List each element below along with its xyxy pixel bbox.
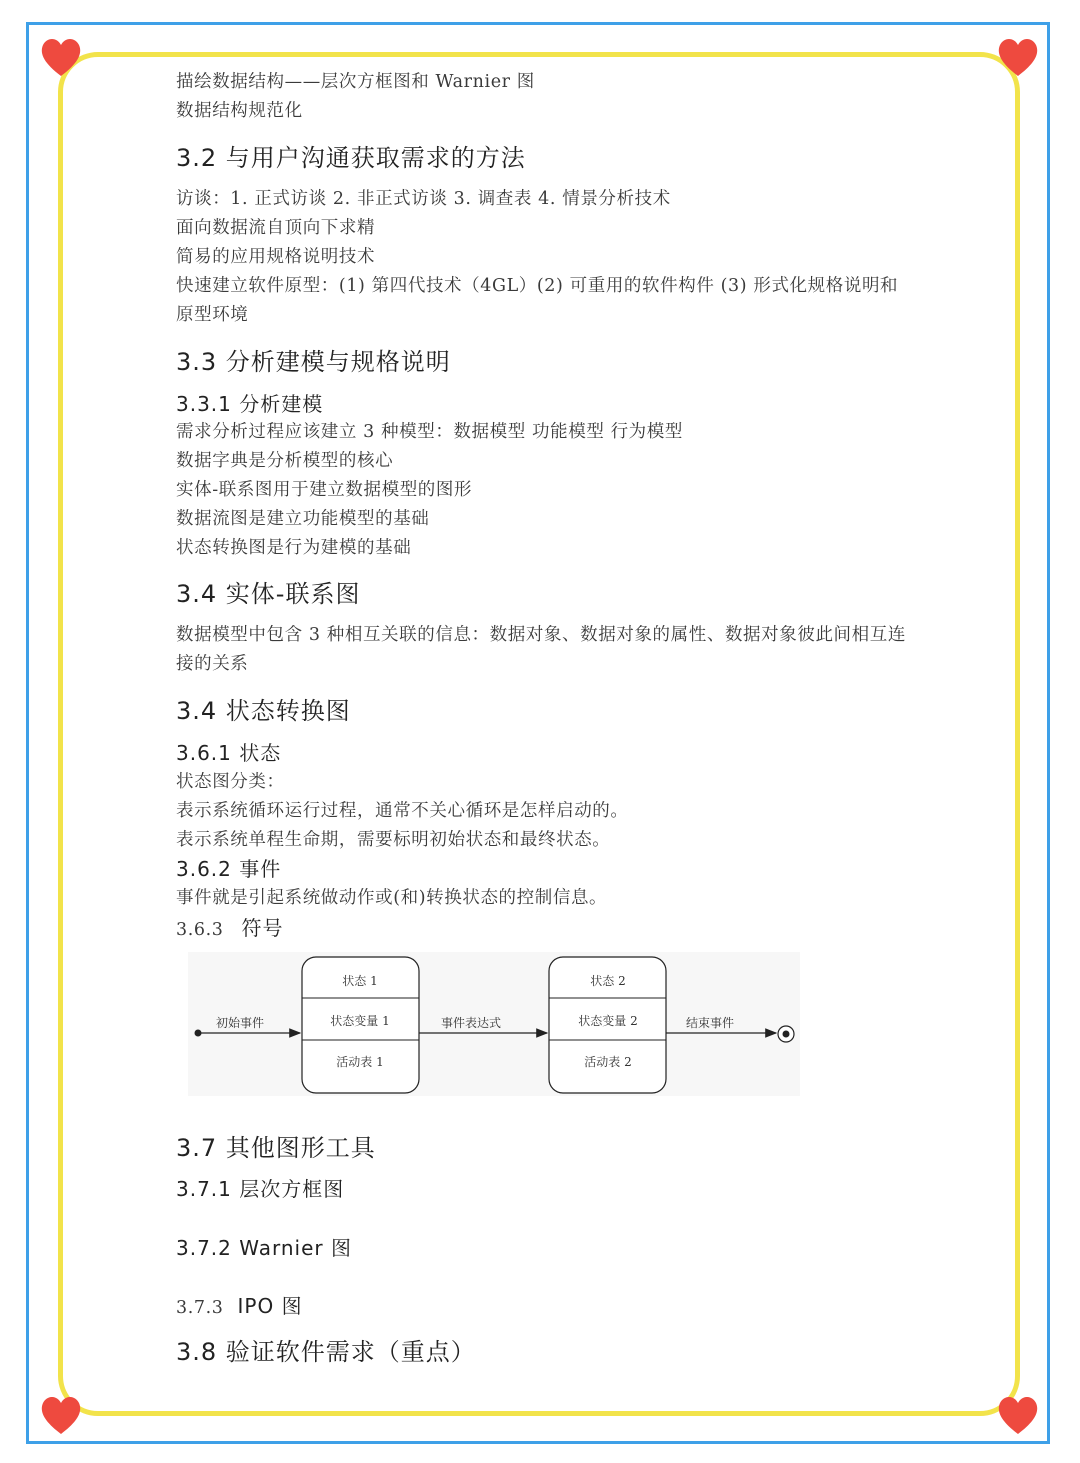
section-heading-3-7: 3.7 其他图形工具 — [176, 1134, 376, 1162]
subsection-number: 3.6.3 — [176, 920, 224, 940]
paragraph-line: 状态转换图是行为建模的基础 — [176, 538, 412, 558]
subsection-heading-3-6-2: 3.6.2 事件 — [176, 857, 282, 881]
paragraph-line: 状态图分类： — [176, 772, 285, 792]
state-2-variable: 状态变量 2 — [578, 1014, 638, 1028]
paragraph-line: 接的关系 — [176, 654, 249, 674]
paragraph-line: 快速建立软件原型：(1) 第四代技术（4GL）(2) 可重用的软件构件 (3) 形式化规格说明和 — [176, 276, 899, 296]
state-1-name: 状态 1 — [342, 974, 378, 988]
subsection-title: 符号 — [241, 916, 284, 940]
heart-icon — [994, 1390, 1042, 1438]
paragraph-line: 数据流图是建立功能模型的基础 — [176, 509, 430, 529]
section-heading-3-4-er: 3.4 实体-联系图 — [176, 580, 361, 608]
initial-event-label: 初始事件 — [216, 1016, 265, 1030]
state-1-activity: 活动表 1 — [336, 1055, 384, 1069]
state-1-variable: 状态变量 1 — [330, 1014, 390, 1028]
paragraph-line: 事件就是引起系统做动作或(和)转换状态的控制信息。 — [176, 888, 608, 908]
subsection-number: 3.7.3 — [176, 1298, 224, 1318]
heart-icon — [37, 32, 85, 80]
heart-icon — [37, 1390, 85, 1438]
section-heading-3-2: 3.2 与用户沟通获取需求的方法 — [176, 144, 526, 172]
paragraph-line: 面向数据流自顶向下求精 — [176, 218, 376, 238]
paragraph-line: 表示系统循环运行过程，通常不关心循环是怎样启动的。 — [176, 801, 629, 821]
subsection-heading-3-7-2: 3.7.2 Warnier 图 — [176, 1236, 352, 1260]
section-heading-3-3: 3.3 分析建模与规格说明 — [176, 348, 451, 376]
paragraph-line: 需求分析过程应该建立 3 种模型：数据模型 功能模型 行为模型 — [176, 422, 683, 442]
paragraph-line: 表示系统单程生命期，需要标明初始状态和最终状态。 — [176, 830, 611, 850]
final-event-label: 结束事件 — [686, 1016, 735, 1030]
subsection-heading-3-7-1: 3.7.1 层次方框图 — [176, 1177, 345, 1201]
subsection-heading-3-6-1: 3.6.1 状态 — [176, 741, 282, 765]
final-state-dot — [783, 1031, 790, 1038]
paragraph-line: 实体-联系图用于建立数据模型的图形 — [176, 480, 473, 500]
state-2-name: 状态 2 — [590, 974, 626, 988]
heart-icon — [994, 32, 1042, 80]
paragraph-line: 简易的应用规格说明技术 — [176, 247, 376, 267]
state-2-activity: 活动表 2 — [584, 1055, 632, 1069]
paragraph-line: 访谈：1. 正式访谈 2. 非正式访谈 3. 调查表 4. 情景分析技术 — [176, 189, 671, 209]
section-heading-3-8: 3.8 验证软件需求（重点） — [176, 1338, 476, 1366]
paragraph-line: 数据模型中包含 3 种相互关联的信息：数据对象、数据对象的属性、数据对象彼此间相互连 — [176, 625, 906, 645]
intro-line: 描绘数据结构——层次方框图和 Warnier 图 — [176, 72, 535, 92]
event-expression-label: 事件表达式 — [441, 1016, 502, 1030]
section-heading-3-4-state: 3.4 状态转换图 — [176, 697, 351, 725]
state-transition-diagram — [188, 952, 800, 1096]
subsection-heading-3-7-3 — [176, 1290, 303, 1319]
paragraph-line: 数据字典是分析模型的核心 — [176, 451, 394, 471]
paragraph-line: 原型环境 — [176, 305, 249, 325]
intro-line: 数据结构规范化 — [176, 101, 303, 121]
subsection-heading-3-3-1: 3.3.1 分析建模 — [176, 392, 324, 416]
subsection-title: IPO 图 — [237, 1294, 303, 1318]
subsection-heading-3-6-3 — [176, 912, 284, 941]
